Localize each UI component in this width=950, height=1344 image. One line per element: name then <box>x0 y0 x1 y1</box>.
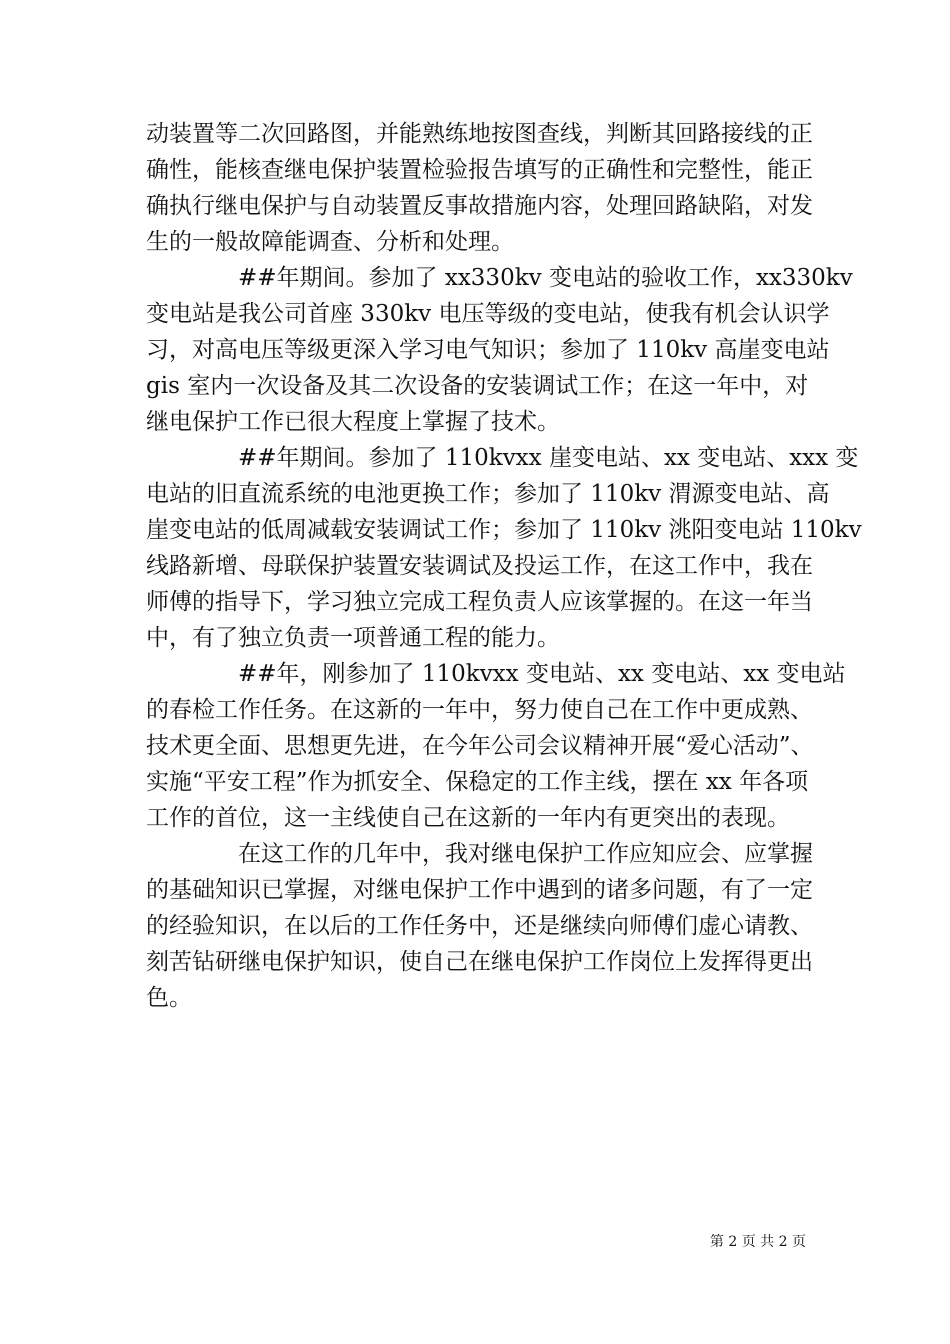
text-line: ##年，刚参加了 110kvxx 变电站、xx 变电站、xx 变电站 <box>238 661 846 687</box>
text-line: 动装置等二次回路图，并能熟练地按图查线，判断其回路接线的正 <box>146 121 813 147</box>
text-line: 工作的首位，这一主线使自己在这新的一年内有更突出的表现。 <box>146 805 790 831</box>
page-number-footer: 第 2 页 共 2 页 <box>709 1234 806 1250</box>
document-body <box>146 116 862 1016</box>
text-line: 技术更全面、思想更先进，在今年公司会议精神开展“爱心活动”、 <box>146 733 814 759</box>
text-line: 继电保护工作已很大程度上掌握了技术。 <box>146 409 560 435</box>
text-line: 电站的旧直流系统的电池更换工作；参加了 110kv 渭源变电站、高 <box>146 481 830 507</box>
text-line: 生的一般故障能调查、分析和处理。 <box>146 229 514 255</box>
text-line: 刻苦钻研继电保护知识，使自己在继电保护工作岗位上发挥得更出 <box>146 949 813 975</box>
text-line: 在这工作的几年中，我对继电保护工作应知应会、应掌握 <box>238 841 813 867</box>
text-line: 色。 <box>146 985 192 1011</box>
text-line: 确性，能核查继电保护装置检验报告填写的正确性和完整性，能正 <box>146 157 813 183</box>
text-line: 的经验知识，在以后的工作任务中，还是继续向师傅们虚心请教、 <box>146 913 813 939</box>
text-line: 实施“平安工程”作为抓安全、保稳定的工作主线，摆在 xx 年各项 <box>146 769 809 795</box>
text-line: 变电站是我公司首座 330kv 电压等级的变电站，使我有机会认识学 <box>146 301 830 327</box>
text-line: gis 室内一次设备及其二次设备的安装调试工作；在这一年中，对 <box>146 373 809 399</box>
text-line: 线路新增、母联保护装置安装调试及投运工作，在这工作中，我在 <box>146 553 813 579</box>
text-line: 的基础知识已掌握，对继电保护工作中遇到的诸多问题，有了一定 <box>146 877 813 903</box>
text-line: 崖变电站的低周减载安装调试工作；参加了 110kv 洮阳变电站 110kv <box>146 517 862 543</box>
text-line: 的春检工作任务。在这新的一年中，努力使自己在工作中更成熟、 <box>146 697 813 723</box>
text-line: 习，对高电压等级更深入学习电气知识；参加了 110kv 高崖变电站 <box>146 337 830 363</box>
text-line: 师傅的指导下，学习独立完成工程负责人应该掌握的。在这一年当 <box>146 589 813 615</box>
text-line: ##年期间。参加了 xx330kv 变电站的验收工作，xx330kv <box>238 265 853 291</box>
text-line: 确执行继电保护与自动装置反事故措施内容，处理回路缺陷，对发 <box>146 193 813 219</box>
text-line: ##年期间。参加了 110kvxx 崖变电站、xx 变电站、xxx 变 <box>238 445 859 471</box>
text-line: 中，有了独立负责一项普通工程的能力。 <box>146 625 560 651</box>
